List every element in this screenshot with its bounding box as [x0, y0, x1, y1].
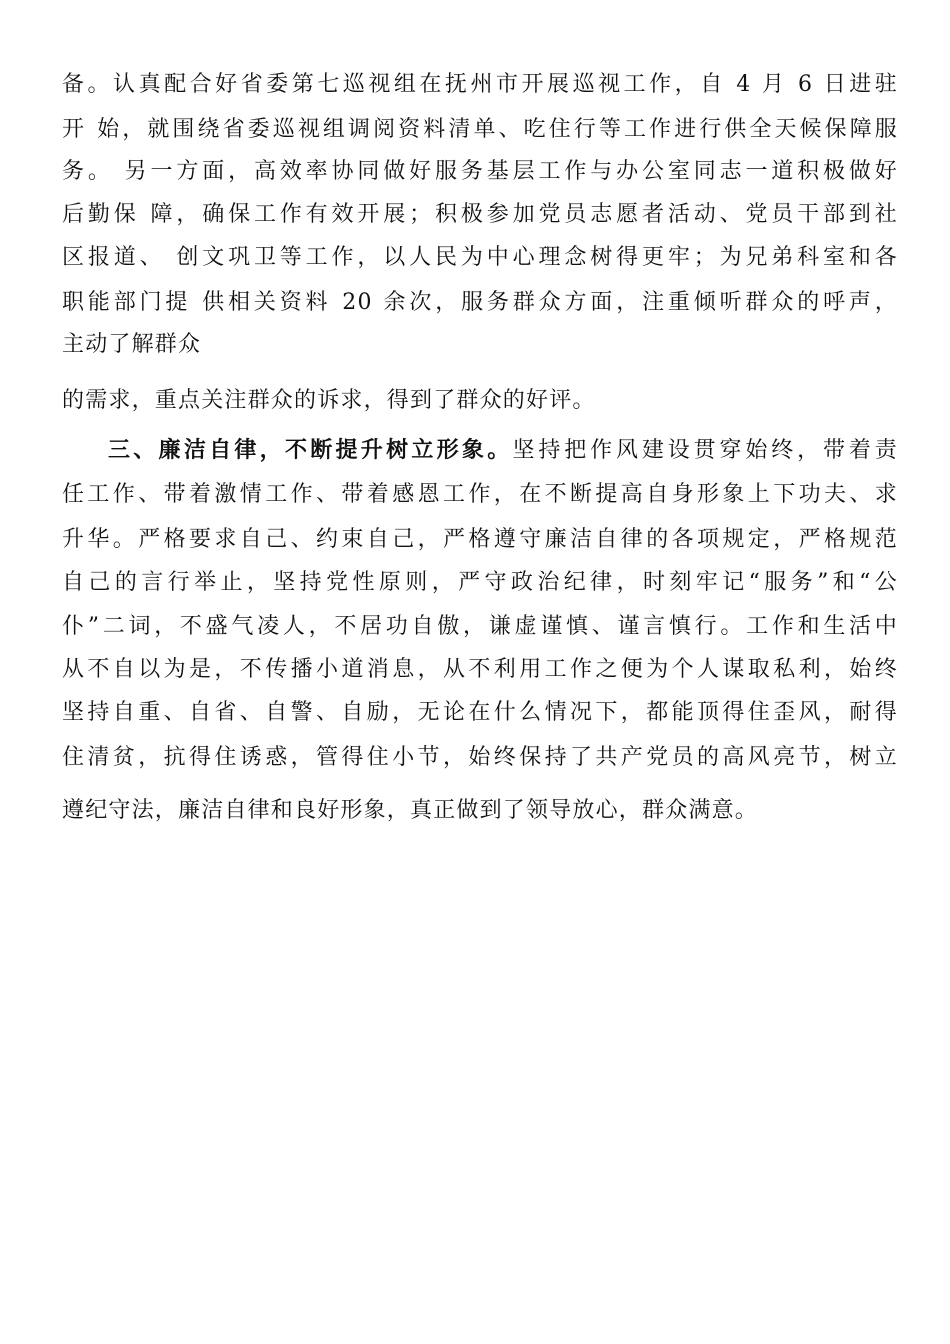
paragraph1-line-1: 备。认真配合好省委第七巡视组在抚州市开展巡视工作，自 4 月 6 日进驻: [62, 72, 898, 97]
paragraph1-line-4: 后勤保 障，确保工作有效开展；积极参加党员志愿者活动、党员干部到社: [62, 202, 898, 227]
paragraph1-line-7: 主动了解群众: [62, 332, 202, 357]
section3-line-8: 住清贫，抗得住诱惑，管得住小节，始终保持了共产党员的高风亮节，树立: [62, 745, 898, 770]
section3-first-line-text: 坚持把作风建设贯穿始终，带着责: [512, 438, 898, 463]
section3-line-4: 自己的言行举止，坚持党性原则，严守政治纪律，时刻牢记“服务”和“公: [62, 570, 898, 595]
section3-line-2: 任工作、带着激情工作、带着感恩工作，在不断提高自身形象上下功夫、求: [62, 482, 898, 507]
section3-heading: 三、廉洁自律，不断提升树立形象。: [108, 438, 513, 463]
section3-line-7: 坚持自重、自省、自警、自励，无论在什么情况下，都能顶得住歪风，耐得: [62, 700, 898, 725]
section3-line-9: 遵纪守法，廉洁自律和良好形象，真正做到了领导放心，群众满意。: [62, 798, 759, 823]
section3-first-line: [108, 436, 898, 466]
paragraph1-line-5: 区报道、 创文巩卫等工作，以人民为中心理念树得更牢；为兄弟科室和各: [62, 245, 898, 270]
section3-line-3: 升华。严格要求自己、约束自己，严格遵守廉洁自律的各项规定，严格规范: [62, 527, 898, 552]
paragraph1-line-2: 开 始，就围绕省委巡视组调阅资料清单、吃住行等工作进行供全天候保障服: [62, 117, 898, 142]
section3-line-6: 从不自以为是，不传播小道消息，从不利用工作之便为个人谋取私利，始终: [62, 657, 898, 682]
section3-line-5: 仆”二词，不盛气凌人，不居功自傲，谦虚谨慎、谨言慎行。工作和生活中: [62, 614, 898, 639]
paragraph2-line-1: 的需求，重点关注群众的诉求，得到了群众的好评。: [62, 388, 596, 413]
paragraph1-line-6: 职能部门提 供相关资料 20 余次，服务群众方面，注重倾听群众的呼声，: [62, 290, 898, 315]
paragraph1-line-3: 务。 另一方面，高效率协同做好服务基层工作与办公室同志一道积极做好: [62, 159, 898, 184]
